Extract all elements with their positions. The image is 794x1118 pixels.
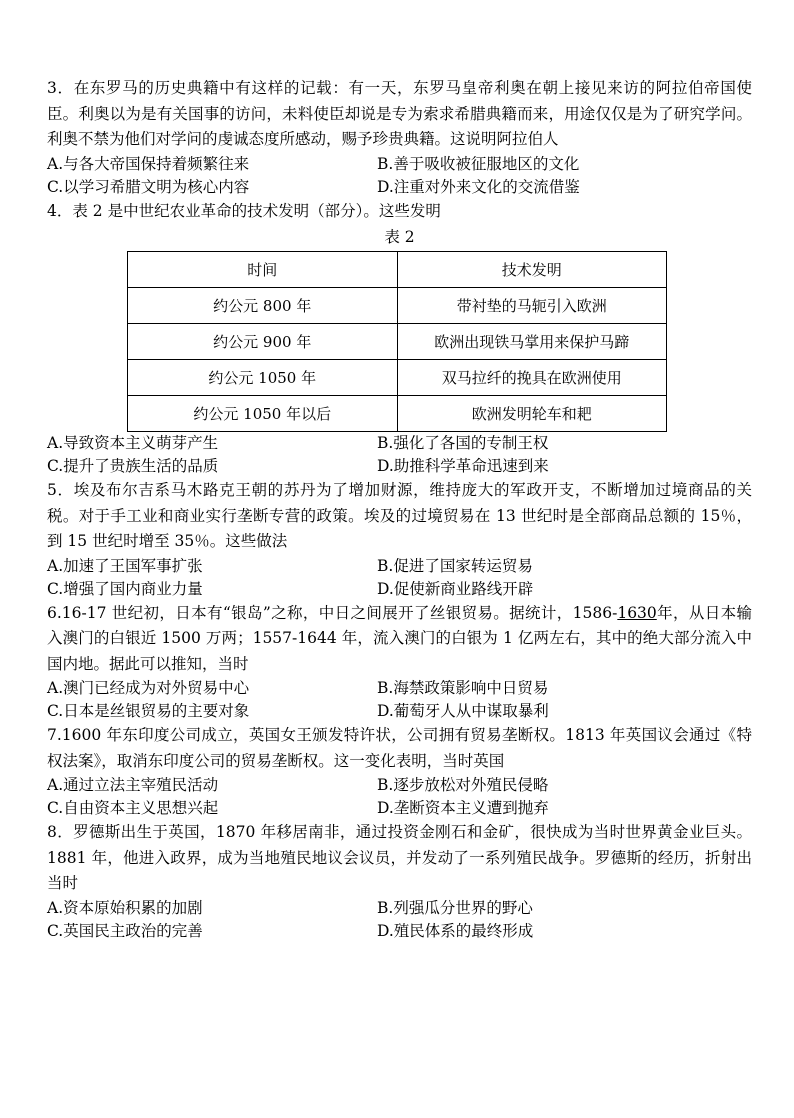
table-cell: 约公元 1050 年 (128, 360, 398, 396)
exam-page (47, 76, 752, 943)
table-cell: 约公元 800 年 (128, 288, 398, 324)
option-d: D.葡萄牙人从中谋取暴利 (377, 702, 549, 720)
stem-part: 6.16-17 世纪初，日本有“银岛”之称，中日之间展开了丝银贸易。据统计，1586- (47, 603, 618, 622)
option-c: C.英国民主政治的完善 (47, 921, 203, 940)
option-a: A.加速了王国军事扩张 (47, 556, 203, 575)
question-4 (47, 199, 752, 479)
question-stem: 5．埃及布尔吉系马木路克王朝的苏丹为了增加财源，维持庞大的军政开支，不断增加过境商品的关税。对于手工业和商业实行垄断专营的政策。埃及的过境贸易在 13 世纪时是全部商品总额的 15％，到 15 世纪时增至 35％。这些做法 (47, 481, 752, 550)
table-cell: 带衬垫的马轭引入欧洲 (397, 288, 667, 324)
option-a: A.与各大帝国保持着频繁往来 (47, 154, 250, 173)
table-cell: 双马拉纤的挽具在欧洲使用 (397, 360, 667, 396)
table-header-row (128, 252, 667, 288)
option-c: C.自由资本主义思想兴起 (47, 799, 219, 817)
option-b: B.海禁政策影响中日贸易 (377, 679, 549, 697)
table-header: 时间 (128, 252, 398, 288)
table-row (128, 360, 667, 396)
options (47, 774, 752, 820)
question-stem: 3．在东罗马的历史典籍中有这样的记载：有一天，东罗马皇帝利奥在朝上接见来访的阿拉伯帝国使臣。利奥以为是有关国事的访问，未料使臣却说是专为索求希腊典籍而来，用途仅仅是为了研究学问。利奥不禁为他们对学问的虔诚态度所感动，赐予珍贵典籍。这说明阿拉伯人 (47, 79, 752, 148)
option-b: B.逐步放松对外殖民侵略 (377, 776, 549, 794)
options (47, 897, 752, 943)
table-cell: 欧洲出现铁马掌用来保护马蹄 (397, 324, 667, 360)
options (47, 677, 752, 723)
option-a: A.导致资本主义萌芽产生 (47, 434, 219, 452)
question-3 (47, 76, 752, 199)
option-b: B.促进了国家转运贸易 (377, 556, 533, 575)
question-stem: 4．表 2 是中世纪农业革命的技术发明（部分）。这些发明 (47, 201, 441, 220)
option-a: A.澳门已经成为对外贸易中心 (47, 679, 250, 697)
tech-table (127, 251, 667, 432)
stem-part: 年，从日本输入澳门的白银近 1500 万两；1557-1644 年，流入澳门的白银为 1 亿两左右，其中的绝大部分流入中国内地。据此可以推知，当时 (47, 603, 752, 673)
option-b: B.善于吸收被征服地区的文化 (377, 154, 580, 173)
question-7 (47, 723, 752, 820)
option-b: B.列强瓜分世界的野心 (377, 898, 533, 917)
option-c: C.增强了国内商业力量 (47, 579, 203, 598)
option-d: D.殖民体系的最终形成 (377, 921, 534, 940)
option-a: A.资本原始积累的加剧 (47, 898, 203, 917)
option-c: C.日本是丝银贸易的主要对象 (47, 702, 250, 720)
question-6 (47, 601, 752, 724)
table-row (128, 396, 667, 432)
options (47, 153, 752, 199)
table-row (128, 324, 667, 360)
table-cell: 欧洲发明轮车和耙 (397, 396, 667, 432)
option-c: C.提升了贵族生活的品质 (47, 457, 219, 475)
question-stem: 8．罗德斯出生于英国，1870 年移居南非，通过投资金刚石和金矿，很快成为当时世界黄金业巨头。1881 年，他进入政界，成为当地殖民地议会议员，并发动了一系列殖民战争。罗德斯的经历，折射出当时 (47, 823, 752, 892)
option-a: A.通过立法主宰殖民活动 (47, 776, 219, 794)
options (47, 432, 752, 478)
table-caption: 表 2 (384, 228, 415, 246)
question-stem (47, 601, 752, 678)
table-row (128, 288, 667, 324)
option-c: C.以学习希腊文明为核心内容 (47, 177, 250, 196)
option-d: D.促使新商业路线开辟 (377, 579, 534, 598)
table-cell: 约公元 900 年 (128, 324, 398, 360)
option-d: D.垄断资本主义遭到抛弃 (377, 799, 549, 817)
option-d: D.助推科学革命迅速到来 (377, 457, 549, 475)
question-5 (47, 478, 752, 601)
question-stem: 7.1600 年东印度公司成立，英国女王颁发特许状，公司拥有贸易垄断权。1813 年英国议会通过《特权法案》，取消东印度公司的贸易垄断权。这一变化表明，当时英国 (47, 726, 752, 770)
underlined-year: 1630 (617, 603, 657, 622)
option-d: D.注重对外来文化的交流借鉴 (377, 177, 580, 196)
option-b: B.强化了各国的专制王权 (377, 434, 549, 452)
question-8 (47, 820, 752, 943)
table-header: 技术发明 (397, 252, 667, 288)
options (47, 555, 752, 601)
table-cell: 约公元 1050 年以后 (128, 396, 398, 432)
